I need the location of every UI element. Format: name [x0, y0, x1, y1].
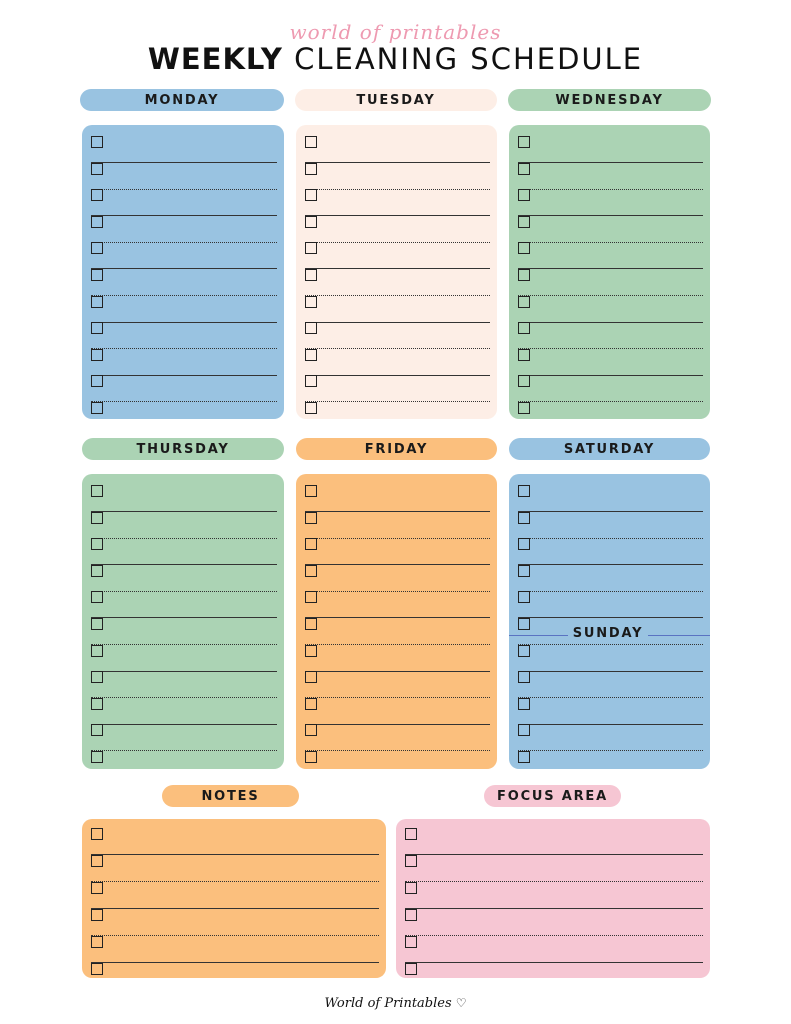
checkbox-icon[interactable]	[518, 485, 530, 497]
checklist-row	[305, 748, 490, 774]
checkbox-icon[interactable]	[305, 512, 317, 524]
heart-icon: ♡	[455, 996, 467, 1010]
card-wednesday	[509, 125, 710, 419]
checklist-row	[518, 399, 703, 425]
checkbox-icon[interactable]	[305, 349, 317, 361]
checklist-row	[91, 748, 277, 774]
day-pill-tuesday: TUESDAY	[295, 89, 497, 111]
checklist-row	[518, 721, 703, 747]
checkbox-icon[interactable]	[518, 724, 530, 736]
checkbox-icon[interactable]	[405, 936, 417, 948]
checkbox-icon[interactable]	[91, 963, 103, 975]
checklist-row	[305, 668, 490, 694]
checkbox-icon[interactable]	[305, 591, 317, 603]
checklist-row	[91, 933, 379, 959]
checklist-row	[91, 399, 277, 425]
checklist-row	[518, 748, 703, 774]
checklist-row	[518, 160, 703, 186]
checkbox-icon[interactable]	[91, 828, 103, 840]
checkbox-icon[interactable]	[91, 671, 103, 683]
checklist-row	[91, 642, 277, 668]
checklist-row	[91, 960, 379, 986]
checklist-row	[91, 293, 277, 319]
checkbox-icon[interactable]	[305, 269, 317, 281]
checklist-row	[305, 319, 490, 345]
checkbox-icon[interactable]	[305, 751, 317, 763]
footer-brand	[0, 996, 791, 1011]
checkbox-icon[interactable]	[305, 724, 317, 736]
checkbox-icon[interactable]	[518, 538, 530, 550]
checkbox-icon[interactable]	[91, 538, 103, 550]
checkbox-icon[interactable]	[518, 322, 530, 334]
checkbox-icon[interactable]	[91, 349, 103, 361]
checklist-row	[518, 695, 703, 721]
card-focus-area	[396, 819, 710, 978]
checkbox-icon[interactable]	[405, 855, 417, 867]
checklist-row	[305, 642, 490, 668]
checklist-row	[518, 535, 703, 561]
page-title	[0, 42, 791, 76]
sunday-divider-left	[509, 635, 568, 636]
checkbox-icon[interactable]	[518, 645, 530, 657]
checklist-row	[305, 372, 490, 398]
checkbox-icon[interactable]	[518, 375, 530, 387]
checklist-row	[405, 906, 703, 932]
checklist-row	[91, 906, 379, 932]
checkbox-icon[interactable]	[405, 828, 417, 840]
checklist-row	[305, 239, 490, 265]
checklist-row	[305, 721, 490, 747]
checklist-row	[518, 319, 703, 345]
checkbox-icon[interactable]	[518, 163, 530, 175]
checklist-row	[518, 293, 703, 319]
card-tuesday	[296, 125, 497, 419]
checkbox-icon[interactable]	[91, 855, 103, 867]
title-bold: WEEKLY	[147, 42, 283, 76]
day-pill-thursday: THURSDAY	[82, 438, 284, 460]
checklist-row	[305, 346, 490, 372]
brand-script: world of printables	[289, 20, 502, 44]
checkbox-icon[interactable]	[518, 565, 530, 577]
checkbox-icon[interactable]	[405, 963, 417, 975]
checkbox-icon[interactable]	[91, 936, 103, 948]
checklist-row	[91, 509, 277, 535]
checklist-row	[91, 588, 277, 614]
checkbox-icon[interactable]	[518, 591, 530, 603]
checkbox-icon[interactable]	[305, 618, 317, 630]
day-pill-friday: FRIDAY	[296, 438, 497, 460]
checkbox-icon[interactable]	[305, 189, 317, 201]
checkbox-icon[interactable]	[91, 565, 103, 577]
checkbox-icon[interactable]	[305, 485, 317, 497]
checkbox-icon[interactable]	[518, 402, 530, 414]
card-monday	[82, 125, 284, 419]
checklist-row	[518, 668, 703, 694]
checklist-row	[305, 695, 490, 721]
checkbox-icon[interactable]	[91, 375, 103, 387]
checkbox-icon[interactable]	[305, 242, 317, 254]
checkbox-icon[interactable]	[305, 402, 317, 414]
checklist-row	[305, 160, 490, 186]
checkbox-icon[interactable]	[518, 698, 530, 710]
checklist-row	[405, 852, 703, 878]
checklist-row	[91, 319, 277, 345]
checklist-row	[91, 372, 277, 398]
checkbox-icon[interactable]	[518, 751, 530, 763]
footer-brand-text: World of Printables	[324, 996, 452, 1011]
checklist-row	[305, 535, 490, 561]
day-pill-wednesday: WEDNESDAY	[508, 89, 711, 111]
checklist-row	[305, 588, 490, 614]
checkbox-icon[interactable]	[91, 485, 103, 497]
checklist-row	[91, 482, 277, 508]
checklist-row	[305, 213, 490, 239]
checkbox-icon[interactable]	[518, 296, 530, 308]
checklist-row	[91, 213, 277, 239]
checkbox-icon[interactable]	[305, 375, 317, 387]
section-pill-focus-area: FOCUS AREA	[484, 785, 621, 807]
checklist-row	[91, 346, 277, 372]
checkbox-icon[interactable]	[305, 698, 317, 710]
checklist-row	[518, 642, 703, 668]
checkbox-icon[interactable]	[405, 909, 417, 921]
checklist-row	[518, 509, 703, 535]
checklist-row	[91, 721, 277, 747]
checkbox-icon[interactable]	[91, 618, 103, 630]
day-pill-monday: MONDAY	[80, 89, 284, 111]
checklist-row	[518, 133, 703, 159]
card-notes	[82, 819, 386, 978]
checklist-row	[91, 186, 277, 212]
checkbox-icon[interactable]	[518, 671, 530, 683]
checklist-row	[91, 133, 277, 159]
checklist-row	[305, 293, 490, 319]
checkbox-icon[interactable]	[518, 349, 530, 361]
checklist-row	[305, 615, 490, 641]
checklist-row	[91, 615, 277, 641]
checklist-row	[518, 482, 703, 508]
checkbox-icon[interactable]	[91, 242, 103, 254]
checklist-row	[518, 266, 703, 292]
checkbox-icon[interactable]	[91, 216, 103, 228]
checklist-row	[305, 562, 490, 588]
checkbox-icon[interactable]	[91, 882, 103, 894]
checkbox-icon[interactable]	[518, 136, 530, 148]
checkbox-icon[interactable]	[91, 136, 103, 148]
checklist-row	[518, 346, 703, 372]
checkbox-icon[interactable]	[91, 698, 103, 710]
checkbox-icon[interactable]	[518, 269, 530, 281]
day-pill-saturday: SATURDAY	[509, 438, 710, 460]
card-friday	[296, 474, 497, 769]
checklist-row	[91, 535, 277, 561]
checklist-row	[91, 160, 277, 186]
checkbox-icon[interactable]	[91, 909, 103, 921]
checklist-row	[518, 562, 703, 588]
checkbox-icon[interactable]	[305, 645, 317, 657]
checklist-row	[405, 933, 703, 959]
checkbox-icon[interactable]	[91, 724, 103, 736]
checkbox-icon[interactable]	[305, 136, 317, 148]
checkbox-icon[interactable]	[91, 322, 103, 334]
checklist-row	[91, 879, 379, 905]
checkbox-icon[interactable]	[91, 591, 103, 603]
checkbox-icon[interactable]	[405, 882, 417, 894]
checklist-row	[91, 266, 277, 292]
checklist-row	[518, 372, 703, 398]
checkbox-icon[interactable]	[91, 402, 103, 414]
checkbox-icon[interactable]	[305, 538, 317, 550]
checklist-row	[518, 239, 703, 265]
checkbox-icon[interactable]	[305, 322, 317, 334]
checkbox-icon[interactable]	[91, 296, 103, 308]
checklist-row	[91, 695, 277, 721]
checklist-row	[518, 213, 703, 239]
card-saturday	[509, 474, 710, 769]
section-pill-notes: NOTES	[162, 785, 299, 807]
checkbox-icon[interactable]	[305, 163, 317, 175]
checkbox-icon[interactable]	[518, 242, 530, 254]
checklist-row	[305, 186, 490, 212]
checklist-row	[91, 852, 379, 878]
checklist-row	[305, 133, 490, 159]
checkbox-icon[interactable]	[91, 189, 103, 201]
checklist-row	[405, 960, 703, 986]
checkbox-icon[interactable]	[305, 216, 317, 228]
sunday-label: SUNDAY	[568, 626, 648, 641]
checkbox-icon[interactable]	[518, 618, 530, 630]
checklist-row	[305, 509, 490, 535]
checkbox-icon[interactable]	[91, 269, 103, 281]
title-rest: CLEANING SCHEDULE	[294, 42, 644, 76]
checkbox-icon[interactable]	[305, 671, 317, 683]
checklist-row	[305, 266, 490, 292]
checkbox-icon[interactable]	[518, 512, 530, 524]
checkbox-icon[interactable]	[305, 296, 317, 308]
checkbox-icon[interactable]	[91, 645, 103, 657]
checklist-row	[91, 668, 277, 694]
checklist-row	[305, 482, 490, 508]
checkbox-icon[interactable]	[305, 565, 317, 577]
checkbox-icon[interactable]	[518, 216, 530, 228]
checklist-row	[305, 399, 490, 425]
checkbox-icon[interactable]	[518, 189, 530, 201]
checkbox-icon[interactable]	[91, 163, 103, 175]
checklist-row	[518, 186, 703, 212]
checkbox-icon[interactable]	[91, 512, 103, 524]
checklist-row	[91, 239, 277, 265]
checklist-row	[518, 588, 703, 614]
checklist-row	[91, 825, 379, 851]
checklist-row	[405, 825, 703, 851]
card-thursday	[82, 474, 284, 769]
sunday-divider-right	[648, 635, 710, 636]
checklist-row	[405, 879, 703, 905]
checkbox-icon[interactable]	[91, 751, 103, 763]
checklist-row	[91, 562, 277, 588]
